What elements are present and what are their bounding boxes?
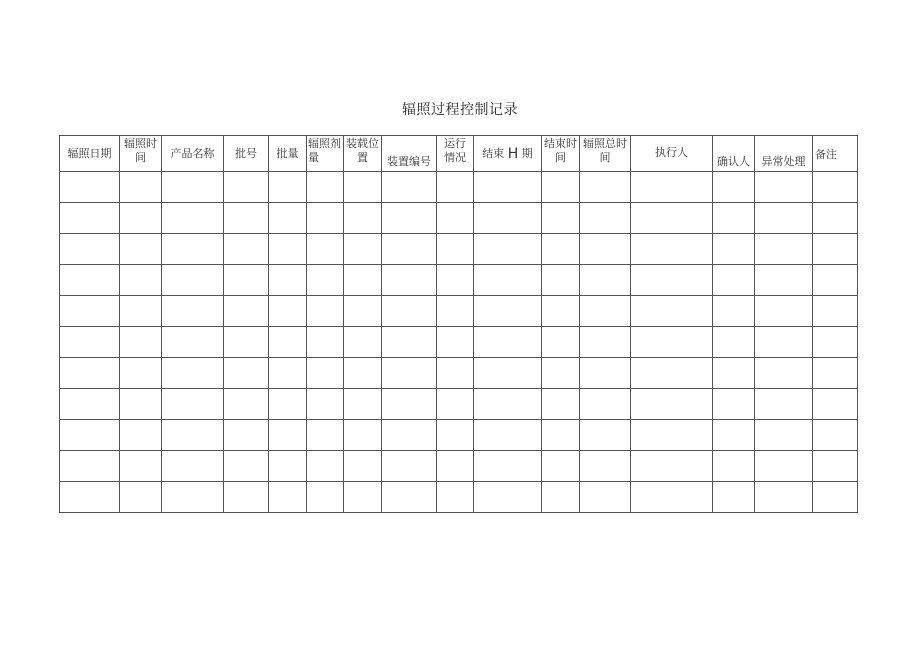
table-row	[60, 203, 858, 234]
table-cell[interactable]	[813, 420, 858, 451]
table-cell[interactable]	[437, 265, 474, 296]
table-row	[60, 172, 858, 203]
table-cell[interactable]	[162, 265, 224, 296]
header-row	[60, 136, 858, 172]
col-header-product-name: 产品名称	[162, 136, 224, 172]
col-header-operation-status: 运行 情况	[437, 136, 474, 172]
table-cell[interactable]	[631, 482, 713, 513]
table-cell[interactable]	[60, 327, 120, 358]
end-date-label-h: H	[507, 145, 519, 162]
table-row	[60, 296, 858, 327]
table-cell[interactable]	[755, 420, 813, 451]
table-cell[interactable]	[307, 172, 344, 203]
table-cell[interactable]	[631, 203, 713, 234]
table-cell[interactable]	[474, 451, 542, 482]
table-cell[interactable]	[162, 358, 224, 389]
table-cell[interactable]	[474, 265, 542, 296]
table-cell[interactable]	[307, 296, 344, 327]
table-cell[interactable]	[382, 482, 437, 513]
table-cell[interactable]	[631, 265, 713, 296]
table-cell[interactable]	[580, 265, 631, 296]
table-cell[interactable]	[542, 482, 580, 513]
table-cell[interactable]	[580, 420, 631, 451]
table-cell[interactable]	[307, 482, 344, 513]
table-cell[interactable]	[344, 358, 382, 389]
table-cell[interactable]	[437, 234, 474, 265]
table-cell[interactable]	[713, 296, 755, 327]
table-cell[interactable]	[580, 172, 631, 203]
table-cell[interactable]	[60, 203, 120, 234]
table-cell[interactable]	[813, 358, 858, 389]
table-cell[interactable]	[60, 451, 120, 482]
table-cell[interactable]	[813, 482, 858, 513]
table-cell[interactable]	[437, 327, 474, 358]
table-cell[interactable]	[269, 172, 307, 203]
table-cell[interactable]	[631, 389, 713, 420]
table-cell[interactable]	[344, 420, 382, 451]
table-cell[interactable]	[542, 451, 580, 482]
table-row	[60, 358, 858, 389]
table-cell[interactable]	[307, 265, 344, 296]
table-cell[interactable]	[755, 172, 813, 203]
table-cell[interactable]	[437, 389, 474, 420]
table-cell[interactable]	[813, 203, 858, 234]
table-row	[60, 327, 858, 358]
table-cell[interactable]	[580, 203, 631, 234]
table-cell[interactable]	[437, 172, 474, 203]
table-cell[interactable]	[713, 420, 755, 451]
table-cell[interactable]	[474, 234, 542, 265]
table-cell[interactable]	[474, 172, 542, 203]
table-cell[interactable]	[437, 358, 474, 389]
table-cell[interactable]	[120, 327, 162, 358]
table-cell[interactable]	[224, 420, 269, 451]
table-cell[interactable]	[542, 358, 580, 389]
table-cell[interactable]	[162, 234, 224, 265]
col-header-executor: 执行人	[631, 136, 713, 172]
radiation-record-table	[59, 135, 858, 513]
table-cell[interactable]	[120, 265, 162, 296]
table-cell[interactable]	[631, 172, 713, 203]
table-cell[interactable]	[307, 451, 344, 482]
table-cell[interactable]	[162, 389, 224, 420]
table-cell[interactable]	[542, 420, 580, 451]
table-cell[interactable]	[382, 389, 437, 420]
table-cell[interactable]	[307, 327, 344, 358]
table-cell[interactable]	[224, 172, 269, 203]
table-cell[interactable]	[580, 327, 631, 358]
table-cell[interactable]	[60, 172, 120, 203]
table-cell[interactable]	[344, 451, 382, 482]
table-cell[interactable]	[437, 296, 474, 327]
table-cell[interactable]	[474, 358, 542, 389]
table-cell[interactable]	[542, 265, 580, 296]
col-header-confirmer: 确认人	[713, 136, 755, 172]
table-cell[interactable]	[713, 172, 755, 203]
table-cell[interactable]	[120, 389, 162, 420]
table-cell[interactable]	[713, 451, 755, 482]
table-cell[interactable]	[580, 482, 631, 513]
table-cell[interactable]	[631, 327, 713, 358]
table-cell[interactable]	[542, 327, 580, 358]
table-cell[interactable]	[269, 451, 307, 482]
end-date-label-post: 期	[521, 146, 533, 160]
table-cell[interactable]	[542, 389, 580, 420]
table-cell[interactable]	[437, 203, 474, 234]
table-cell[interactable]	[162, 327, 224, 358]
table-cell[interactable]	[60, 420, 120, 451]
col-header-remarks: 备注	[813, 136, 858, 172]
table-cell[interactable]	[713, 203, 755, 234]
table-row	[60, 389, 858, 420]
table-cell[interactable]	[269, 358, 307, 389]
table-cell[interactable]	[224, 389, 269, 420]
table-cell[interactable]	[713, 327, 755, 358]
table-cell[interactable]	[224, 203, 269, 234]
table-cell[interactable]	[580, 451, 631, 482]
table-cell[interactable]	[474, 389, 542, 420]
table-cell[interactable]	[813, 234, 858, 265]
table-cell[interactable]	[542, 203, 580, 234]
table-cell[interactable]	[269, 265, 307, 296]
table-cell[interactable]	[344, 172, 382, 203]
table-cell[interactable]	[60, 265, 120, 296]
table-cell[interactable]	[224, 327, 269, 358]
table-cell[interactable]	[120, 296, 162, 327]
table-cell[interactable]	[269, 296, 307, 327]
table-cell[interactable]	[382, 265, 437, 296]
table-cell[interactable]	[269, 389, 307, 420]
table-cell[interactable]	[382, 327, 437, 358]
table-cell[interactable]	[269, 482, 307, 513]
table-cell[interactable]	[755, 327, 813, 358]
table-cell[interactable]	[437, 482, 474, 513]
table-cell[interactable]	[382, 451, 437, 482]
table-cell[interactable]	[344, 203, 382, 234]
table-cell[interactable]	[813, 327, 858, 358]
table-cell[interactable]	[713, 358, 755, 389]
table-cell[interactable]	[631, 296, 713, 327]
table-cell[interactable]	[224, 451, 269, 482]
table-cell[interactable]	[307, 203, 344, 234]
table-cell[interactable]	[269, 420, 307, 451]
table-cell[interactable]	[60, 296, 120, 327]
table-cell[interactable]	[542, 172, 580, 203]
table-cell[interactable]	[224, 296, 269, 327]
table-cell[interactable]	[631, 420, 713, 451]
table-cell[interactable]	[631, 234, 713, 265]
table-cell[interactable]	[631, 358, 713, 389]
table-cell[interactable]	[382, 358, 437, 389]
table-cell[interactable]	[382, 234, 437, 265]
table-cell[interactable]	[755, 234, 813, 265]
table-cell[interactable]	[269, 203, 307, 234]
table-cell[interactable]	[813, 389, 858, 420]
table-cell[interactable]	[307, 420, 344, 451]
table-cell[interactable]	[382, 296, 437, 327]
table-cell[interactable]	[474, 327, 542, 358]
table-cell[interactable]	[474, 420, 542, 451]
end-date-label-pre: 结束	[482, 146, 505, 160]
table-cell[interactable]	[755, 482, 813, 513]
col-header-total-irradiation-time: 辐照总时 间	[580, 136, 631, 172]
table-cell[interactable]	[307, 358, 344, 389]
table-cell[interactable]	[120, 358, 162, 389]
table-cell[interactable]	[162, 451, 224, 482]
table-cell[interactable]	[162, 420, 224, 451]
table-cell[interactable]	[269, 327, 307, 358]
table-row	[60, 234, 858, 265]
table-cell[interactable]	[307, 389, 344, 420]
table-cell[interactable]	[755, 296, 813, 327]
table-cell[interactable]	[120, 482, 162, 513]
table-cell[interactable]	[344, 234, 382, 265]
table-cell[interactable]	[813, 451, 858, 482]
table-cell[interactable]	[755, 389, 813, 420]
table-row	[60, 420, 858, 451]
table-cell[interactable]	[344, 482, 382, 513]
table-cell[interactable]	[813, 265, 858, 296]
col-header-end-date	[474, 136, 542, 172]
table-cell[interactable]	[542, 296, 580, 327]
table-cell[interactable]	[120, 451, 162, 482]
table-cell[interactable]	[224, 358, 269, 389]
table-cell[interactable]	[120, 203, 162, 234]
table-cell[interactable]	[224, 482, 269, 513]
col-header-irradiation-time: 辐照时 间	[120, 136, 162, 172]
table-cell[interactable]	[713, 234, 755, 265]
table-cell[interactable]	[344, 265, 382, 296]
col-header-batch-quantity: 批量	[269, 136, 307, 172]
table-cell[interactable]	[542, 234, 580, 265]
table-cell[interactable]	[755, 203, 813, 234]
table-cell[interactable]	[307, 234, 344, 265]
table-cell[interactable]	[382, 172, 437, 203]
col-header-end-time: 结束时 间	[542, 136, 580, 172]
table-cell[interactable]	[437, 451, 474, 482]
table-cell[interactable]	[269, 234, 307, 265]
table-cell[interactable]	[224, 234, 269, 265]
table-cell[interactable]	[382, 203, 437, 234]
col-header-irradiation-dose: 辐照剂 量	[307, 136, 344, 172]
table-cell[interactable]	[224, 265, 269, 296]
table-cell[interactable]	[813, 172, 858, 203]
table-cell[interactable]	[631, 451, 713, 482]
table-cell[interactable]	[713, 265, 755, 296]
table-row	[60, 451, 858, 482]
table-cell[interactable]	[474, 482, 542, 513]
table-cell[interactable]	[437, 420, 474, 451]
table-cell[interactable]	[60, 234, 120, 265]
table-cell[interactable]	[755, 451, 813, 482]
table-cell[interactable]	[162, 203, 224, 234]
col-header-exception-handling: 异常处理	[755, 136, 813, 172]
table-cell[interactable]	[344, 389, 382, 420]
table-cell[interactable]	[120, 234, 162, 265]
table-cell[interactable]	[162, 296, 224, 327]
table-cell[interactable]	[813, 296, 858, 327]
table-cell[interactable]	[755, 358, 813, 389]
table-row	[60, 482, 858, 513]
table-cell[interactable]	[580, 389, 631, 420]
table-cell[interactable]	[382, 420, 437, 451]
table-cell[interactable]	[60, 358, 120, 389]
table-cell[interactable]	[580, 358, 631, 389]
col-header-batch-number: 批号	[224, 136, 269, 172]
record-body	[60, 172, 858, 513]
table-cell[interactable]	[474, 203, 542, 234]
table-cell[interactable]	[162, 172, 224, 203]
table-cell[interactable]	[60, 389, 120, 420]
table-cell[interactable]	[713, 389, 755, 420]
table-cell[interactable]	[344, 296, 382, 327]
table-cell[interactable]	[162, 482, 224, 513]
table-cell[interactable]	[580, 296, 631, 327]
table-cell[interactable]	[580, 234, 631, 265]
col-header-loading-position: 装载位 置	[344, 136, 382, 172]
table-row	[60, 265, 858, 296]
table-cell[interactable]	[120, 420, 162, 451]
table-cell[interactable]	[120, 172, 162, 203]
table-cell[interactable]	[344, 327, 382, 358]
col-header-irradiation-date: 辐照日期	[60, 136, 120, 172]
table-cell[interactable]	[755, 265, 813, 296]
table-cell[interactable]	[713, 482, 755, 513]
table-cell[interactable]	[474, 296, 542, 327]
col-header-device-number: 装置编号	[382, 136, 437, 172]
document-title: 辐照过程控制记录	[402, 102, 518, 118]
table-cell[interactable]	[60, 482, 120, 513]
